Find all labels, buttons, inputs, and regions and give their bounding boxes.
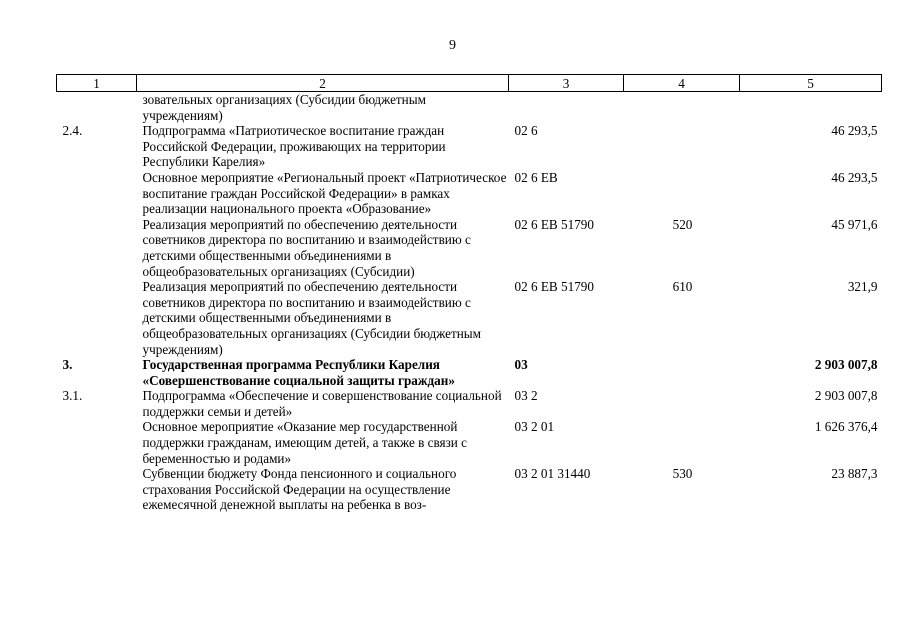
row-number <box>57 279 137 357</box>
row-code: 02 6 EB <box>514 169 558 185</box>
row-number: 2.4. <box>62 123 83 139</box>
row-type <box>624 170 740 217</box>
row-name: Государственная программа Республики Карелия «Совершенствование социальной защиты граждан» <box>142 357 455 388</box>
row-sum: 1 626 376,4 <box>814 419 878 435</box>
row-code: 02 6 EB 51790 <box>514 216 594 232</box>
table-body <box>57 92 882 514</box>
table-row <box>57 388 882 419</box>
row-code: 02 6 <box>514 123 538 139</box>
row-sum <box>740 92 882 124</box>
row-code <box>509 92 624 124</box>
row-sum: 46 293,5 <box>831 169 878 185</box>
row-code: 03 2 <box>514 388 538 404</box>
row-type: 610 <box>672 279 693 295</box>
header-col-5: 5 <box>740 75 882 92</box>
header-col-3: 3 <box>509 75 624 92</box>
row-type <box>624 92 740 124</box>
page-number: 9 <box>449 38 456 53</box>
row-name: Реализация мероприятий по обеспечению деятельности советников директора по воспитанию и взаимодействию с детскими общественными объединениями в общеобразовательных организациях (Субсидии) <box>142 216 471 279</box>
row-number: 3. <box>62 357 73 373</box>
table-row <box>57 279 882 357</box>
header-col-4: 4 <box>624 75 740 92</box>
row-sum: 46 293,5 <box>831 123 878 139</box>
row-sum: 2 903 007,8 <box>814 388 878 404</box>
row-code: 03 2 01 <box>514 419 555 435</box>
row-number <box>57 217 137 279</box>
row-name: зовательных организациях (Субсидии бюджетным учреждениям) <box>142 92 426 123</box>
row-name: Подпрограмма «Обеспечение и совершенствование социальной поддержки семьи и детей» <box>142 388 502 419</box>
row-code: 03 2 01 31440 <box>514 466 591 482</box>
row-number <box>57 170 137 217</box>
table-row <box>57 466 882 513</box>
header-col-1: 1 <box>57 75 137 92</box>
row-code: 02 6 EB 51790 <box>514 279 594 295</box>
table-header <box>57 75 882 92</box>
row-sum: 45 971,6 <box>831 216 878 232</box>
row-type <box>624 123 740 170</box>
row-name: Реализация мероприятий по обеспечению деятельности советников директора по воспитанию и взаимодействию с детскими общественными объединениями в общеобразовательных организациях (Субсидии бюджетным учреждениям) <box>142 279 482 357</box>
table-row <box>57 123 882 170</box>
row-code: 03 <box>514 357 528 373</box>
table-row <box>57 92 882 124</box>
row-type <box>624 419 740 466</box>
row-number <box>57 92 137 124</box>
budget-table <box>56 74 882 513</box>
row-sum: 23 887,3 <box>831 466 878 482</box>
row-type <box>624 357 740 388</box>
row-sum: 2 903 007,8 <box>814 357 878 373</box>
row-number <box>57 466 137 513</box>
table-row <box>57 419 882 466</box>
table-row <box>57 217 882 279</box>
header-col-2: 2 <box>137 75 509 92</box>
row-name: Подпрограмма «Патриотическое воспитание граждан Российской Федерации, проживающих на территории Республики Карелия» <box>142 123 446 170</box>
row-name: Субвенции бюджету Фонда пенсионного и социального страхования Российской Федерации на осуществление ежемесячной денежной выплаты на ребенка в воз- <box>142 466 457 513</box>
row-sum: 321,9 <box>847 279 878 295</box>
row-type <box>624 388 740 419</box>
row-name: Основное мероприятие «Региональный проект «Патриотическое воспитание граждан Российской Федерации» в рамках реализации национального проекта «Образование» <box>142 169 507 217</box>
row-type: 520 <box>672 216 693 232</box>
row-number: 3.1. <box>62 388 83 404</box>
row-name: Основное мероприятие «Оказание мер государственной поддержки гражданам, имеющим детей, а также в связи с беременностью и родами» <box>142 419 468 466</box>
row-type: 530 <box>672 466 693 482</box>
row-number <box>57 419 137 466</box>
table-row-program <box>57 357 882 388</box>
table-row <box>57 170 882 217</box>
header-row <box>57 75 882 92</box>
